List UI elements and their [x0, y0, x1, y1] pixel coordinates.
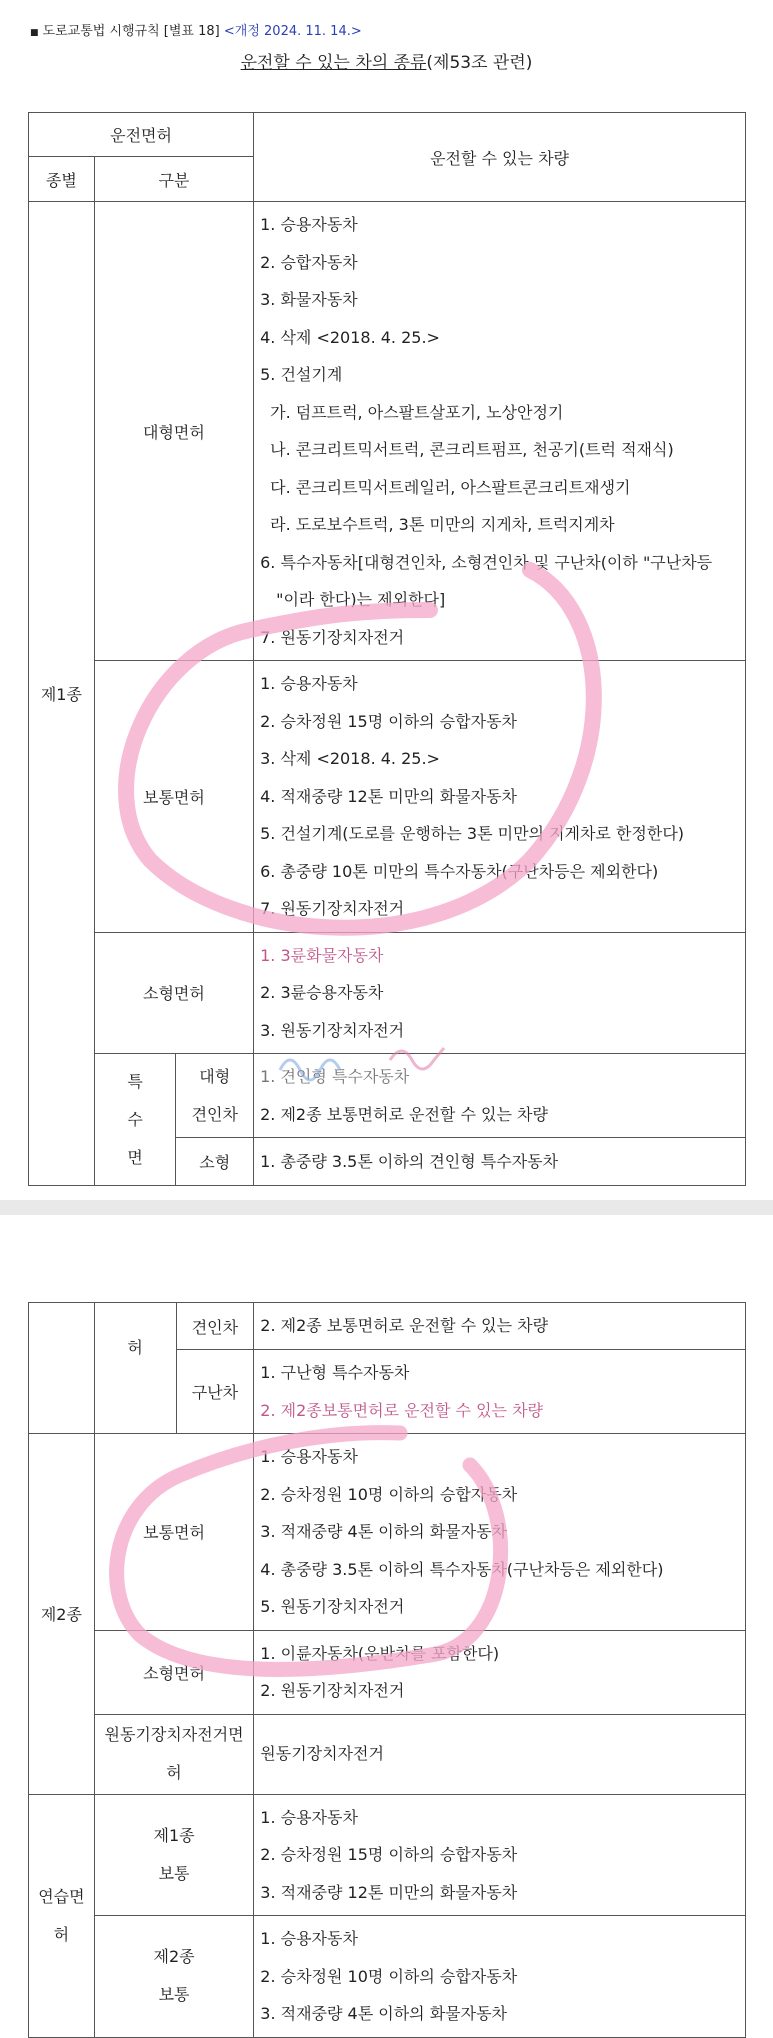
license-header: 운전면허	[29, 113, 254, 157]
list-item: 2. 제2종보통면허로 운전할 수 있는 차량	[260, 1400, 543, 1420]
title-main: 운전할 수 있는 차의 종류	[240, 53, 427, 73]
list-item: 1. 승용자동차	[260, 674, 358, 693]
license-table-part1	[28, 112, 746, 1186]
list-item: 3. 적재중량 4톤 이하의 화물자동차	[260, 1522, 507, 1541]
class1-label: 제1종	[29, 202, 95, 1186]
list-item: 라. 도로보수트럭, 3톤 미만의 지게차, 트럭지게차	[270, 515, 615, 534]
small-tow-label: 소형	[176, 1138, 254, 1186]
tow-label: 견인차	[176, 1303, 254, 1350]
list-item: 1. 승용자동차	[260, 215, 358, 234]
page-divider	[0, 1200, 773, 1215]
learner-class2-line2: 보통	[158, 1985, 190, 2005]
list-item: 2. 승차정원 15명 이하의 승합자동차	[260, 711, 518, 731]
class1-small-items	[254, 932, 746, 1054]
list-item: 3. 적재중량 4톤 이하의 화물자동차	[260, 2004, 507, 2023]
license-table-part2	[28, 1302, 746, 2038]
list-item: 1. 구난형 특수자동차	[260, 1363, 410, 1382]
class2-small-items	[254, 1630, 746, 1714]
wrecker-items	[254, 1350, 746, 1434]
class1-small-label: 소형면허	[94, 932, 253, 1054]
list-item: 5. 건설기계(도로를 운행하는 3톤 미만의 지게차로 한정한다)	[260, 824, 685, 843]
special-license-label	[94, 1054, 176, 1186]
learner-line2: 허	[53, 1924, 70, 1944]
square-bullet-icon: ■	[30, 28, 39, 38]
list-item: 2. 제2종 보통면허로 운전할 수 있는 차량	[260, 1104, 548, 1124]
document-header	[30, 20, 362, 39]
special-char-continued: 허	[94, 1303, 176, 1434]
learner-class1-line2: 보통	[158, 1863, 190, 1883]
category-header: 구분	[94, 157, 253, 202]
learner-class1-line1: 제1종	[153, 1825, 195, 1845]
class2-normal-label: 보통면허	[94, 1434, 253, 1631]
list-item: 7. 원동기장치자전거	[260, 899, 405, 918]
class2-small-label: 소형면허	[94, 1630, 253, 1714]
list-item: 3. 삭제 <2018. 4. 25.>	[260, 749, 440, 768]
list-item: 원동기장치자전거	[260, 1744, 384, 1764]
class1-large-items	[254, 202, 746, 661]
vehicles-header: 운전할 수 있는 차량	[254, 113, 746, 202]
small-tow-items	[254, 1138, 746, 1186]
list-item: 2. 승합자동차	[260, 252, 358, 272]
learner-class2-label	[94, 1916, 253, 2038]
moped-label-line1: 원동기장치자전거면	[104, 1725, 244, 1744]
large-tow-line2: 견인차	[191, 1104, 238, 1124]
class2-normal-items	[254, 1434, 746, 1631]
list-item: 4. 적재중량 12톤 미만의 화물자동차	[260, 786, 518, 806]
tow-items	[254, 1303, 746, 1350]
special-char: 특	[127, 1071, 143, 1091]
list-item: 1. 승용자동차	[260, 1807, 358, 1827]
list-item: 다. 콘크리트믹서트레일러, 아스팔트콘크리트재생기	[270, 477, 631, 497]
large-tow-label	[176, 1054, 254, 1138]
moped-items	[254, 1714, 746, 1794]
revision-link[interactable]: <개정 2024. 11. 14.>	[223, 24, 362, 39]
document-title	[0, 48, 773, 73]
moped-license-label	[94, 1714, 253, 1794]
moped-label-line2: 허	[166, 1763, 182, 1782]
wrecker-label: 구난차	[176, 1350, 254, 1434]
list-item: 2. 승차정원 10명 이하의 승합자동차	[260, 1966, 518, 1986]
class1-normal-label: 보통면허	[94, 661, 253, 933]
title-suffix: (제53조 관련)	[426, 53, 533, 73]
list-item: 1. 이륜자동차(운반차를 포함한다)	[260, 1643, 500, 1663]
list-item: 3. 원동기장치자전거	[260, 1020, 405, 1040]
list-item: 4. 삭제 <2018. 4. 25.>	[260, 327, 440, 347]
learner-class2-items	[254, 1916, 746, 2038]
large-tow-items	[254, 1054, 746, 1138]
list-item: 2. 3륜승용자동차	[260, 983, 384, 1002]
list-item: 나. 콘크리트믹서트럭, 콘크리트펌프, 천공기(트럭 적재식)	[270, 440, 674, 459]
list-item: 1. 3륜화물자동차	[260, 945, 384, 965]
list-item: 5. 원동기장치자전거	[260, 1597, 405, 1616]
continued-blank-cell	[29, 1303, 95, 1434]
special-char: 면	[127, 1147, 143, 1167]
learner-class1-label	[94, 1794, 253, 1916]
learner-line1: 연습면	[38, 1886, 85, 1906]
list-item: 4. 총중량 3.5톤 이하의 특수자동차(구난차등은 제외한다)	[260, 1559, 664, 1579]
learner-class1-items	[254, 1794, 746, 1916]
class1-normal-items	[254, 661, 746, 933]
learner-label	[29, 1794, 95, 2037]
special-char: 수	[127, 1109, 143, 1129]
list-item: 2. 승차정원 15명 이하의 승합자동차	[260, 1845, 518, 1864]
list-item: 5. 건설기계	[260, 365, 343, 384]
list-item: 1. 총중량 3.5톤 이하의 견인형 특수자동차	[260, 1151, 559, 1171]
source-text: 도로교통법 시행규칙 [별표 18]	[42, 24, 220, 39]
list-item: 가. 덤프트럭, 아스팔트살포기, 노상안정기	[270, 402, 564, 422]
list-item: 2. 원동기장치자전거	[260, 1681, 405, 1700]
list-item: 2. 제2종 보통면허로 운전할 수 있는 차량	[260, 1316, 549, 1336]
class2-label: 제2종	[29, 1434, 95, 1795]
list-item: 1. 견인형 특수자동차	[260, 1067, 410, 1086]
list-item: 7. 원동기장치자전거	[260, 627, 405, 647]
learner-class2-line1: 제2종	[153, 1947, 195, 1967]
list-item: "이라 한다)는 제외한다]	[276, 590, 446, 609]
list-item: 6. 특수자동차[대형견인차, 소형견인차 및 구난차(이하 "구난차등	[260, 552, 713, 572]
class1-large-label: 대형면허	[94, 202, 253, 661]
list-item: 3. 적재중량 12톤 미만의 화물자동차	[260, 1882, 518, 1902]
list-item: 1. 승용자동차	[260, 1929, 358, 1948]
list-item: 2. 승차정원 10명 이하의 승합자동차	[260, 1484, 518, 1504]
type-header: 종별	[29, 157, 95, 202]
list-item: 3. 화물자동차	[260, 290, 358, 309]
page-section-bottom	[0, 1215, 773, 2036]
list-item: 1. 승용자동차	[260, 1447, 358, 1466]
large-tow-line1: 대형	[199, 1066, 231, 1086]
list-item: 6. 총중량 10톤 미만의 특수자동차(구난차등은 제외한다)	[260, 861, 659, 881]
